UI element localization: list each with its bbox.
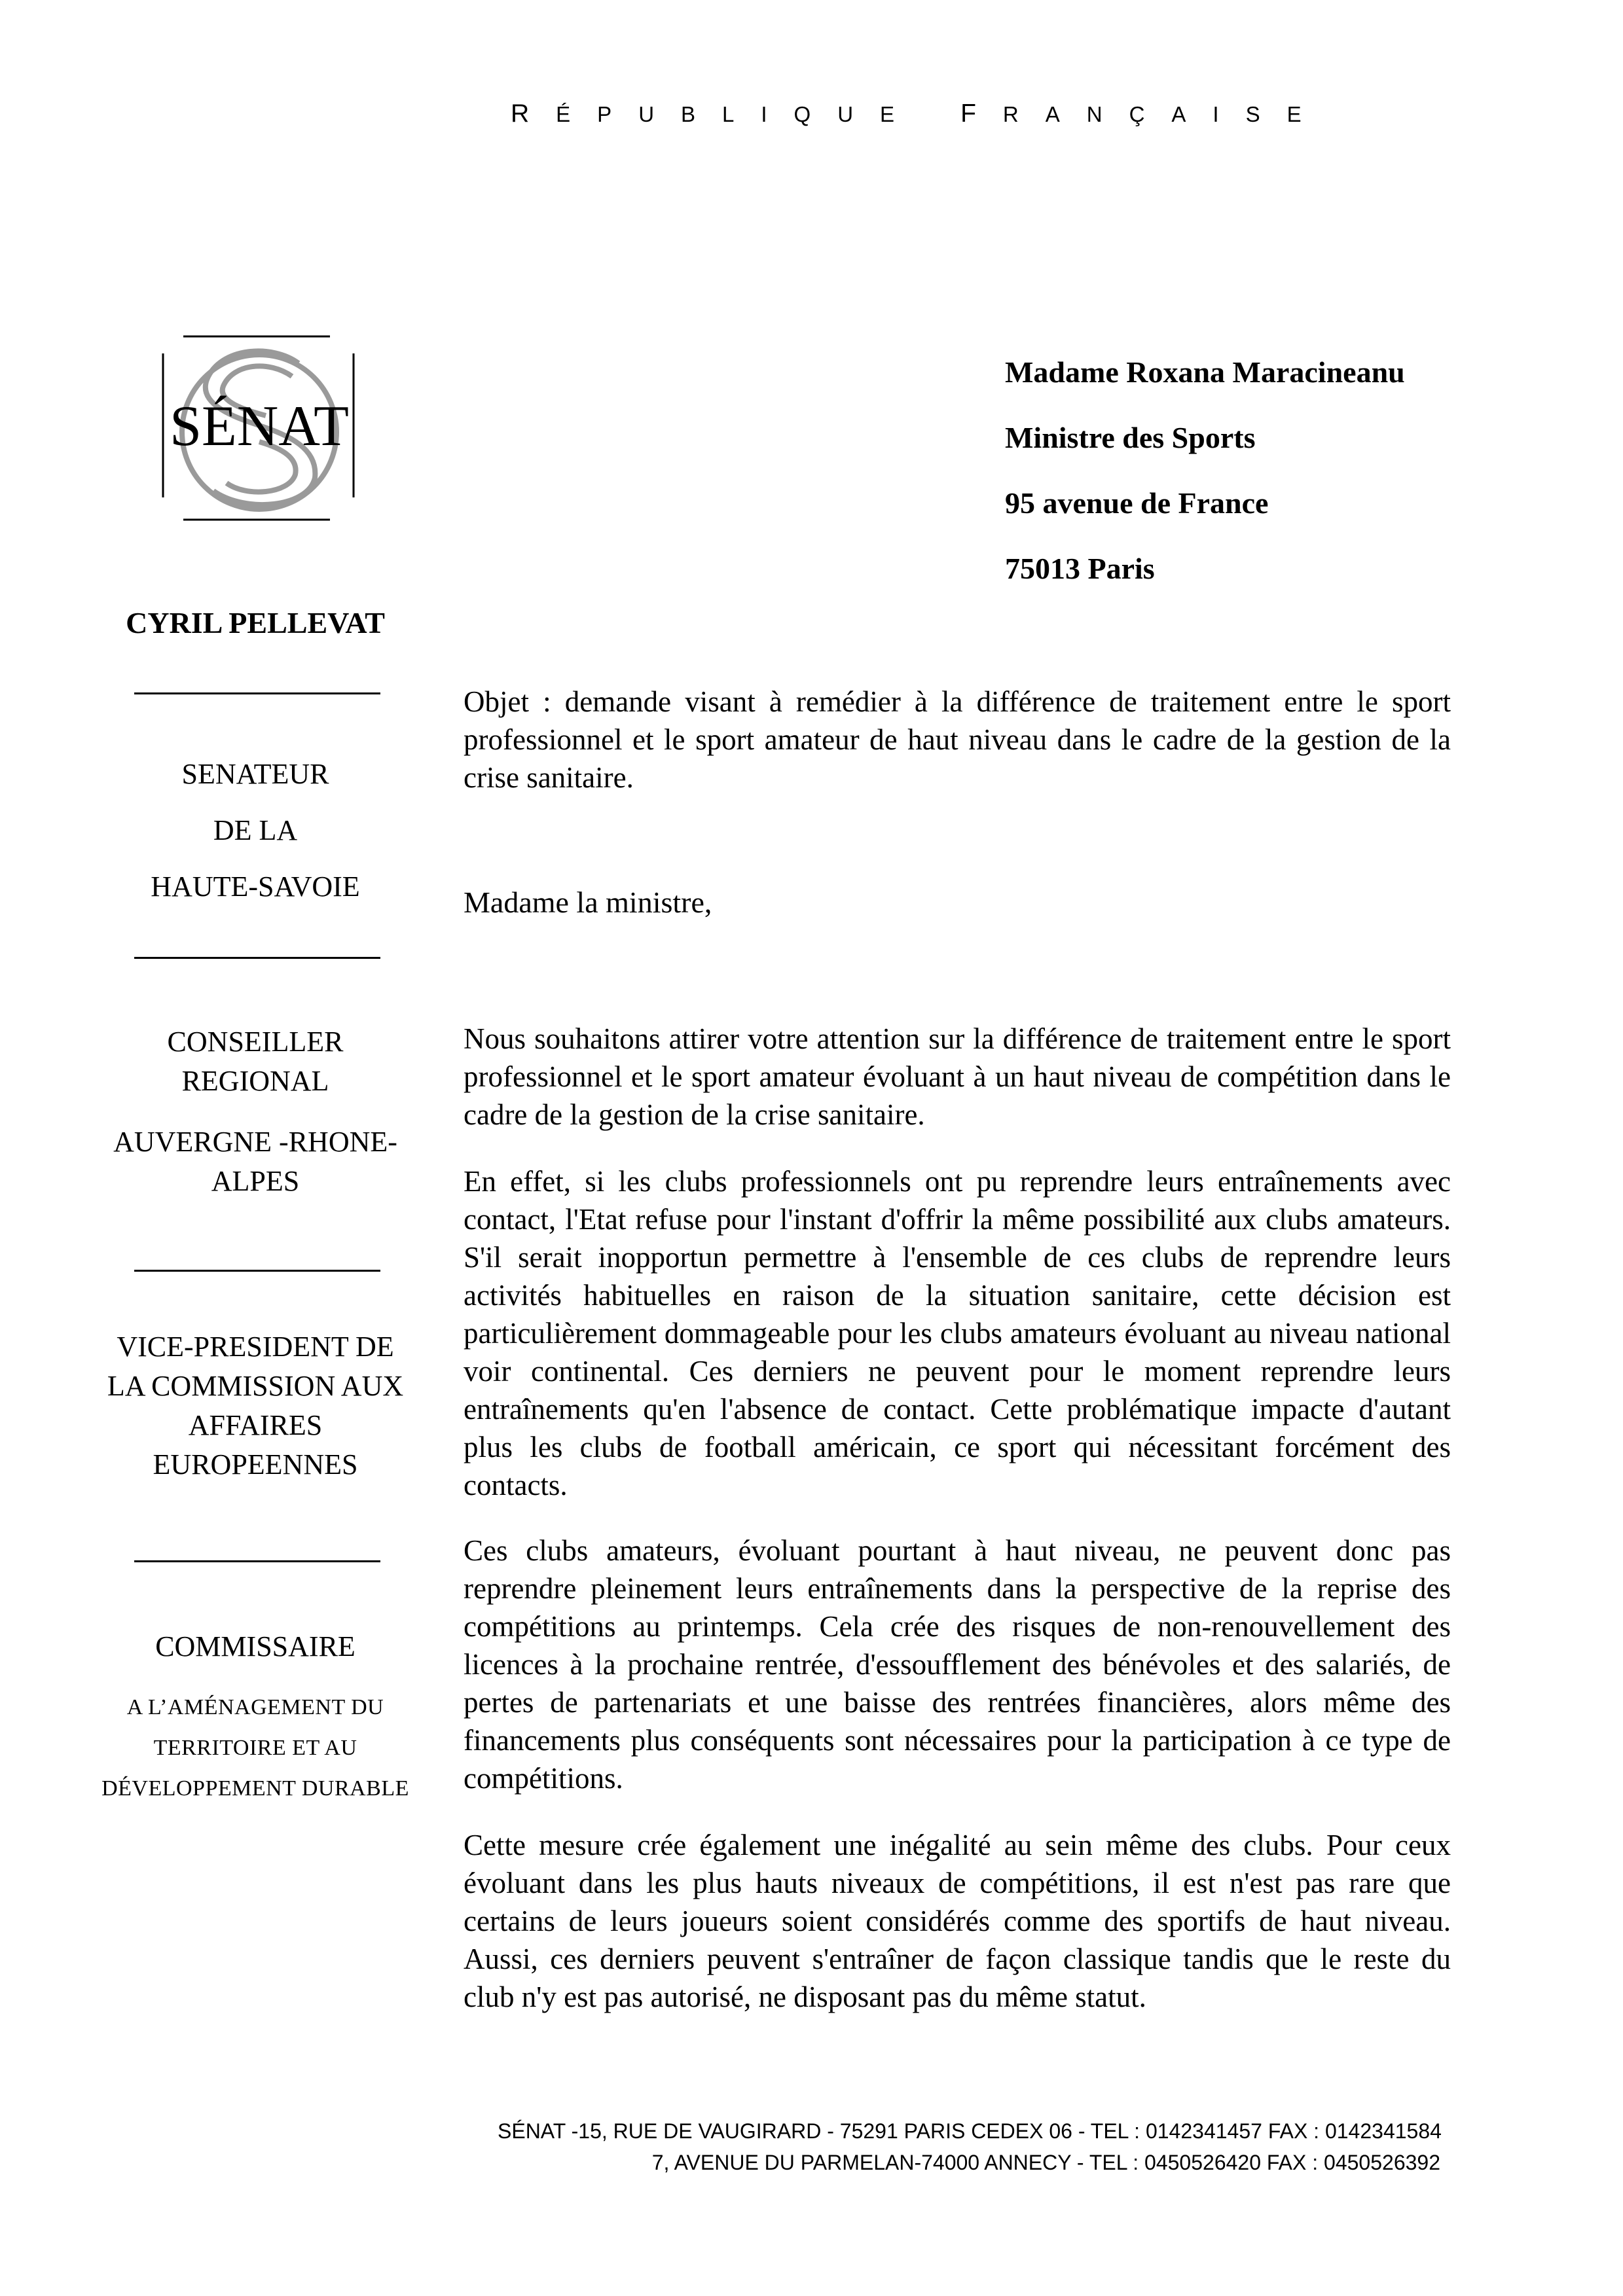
role-senator bbox=[85, 746, 426, 915]
paragraph: Ces clubs amateurs, évoluant pourtant à haut niveau, ne peuvent donc pas reprendre pleinement leurs entraînements dans la perspective de la reprise des compétitions au printemps. Cela crée des risques de non-renouvellement des licences à la prochaine rentrée, d'essoufflement des bénévoles et des salariés, de pertes de partenariats et une baisse des rentrées financières, alors même des financements plus conséquents sont nécessaires pour la participation à ce type de compétitions. bbox=[464, 1534, 1451, 1795]
recipient-name: Madame Roxana Maracineanu bbox=[1005, 355, 1405, 389]
divider bbox=[134, 1270, 380, 1272]
role-regional-line: CONSEILLER bbox=[167, 1026, 344, 1058]
divider bbox=[134, 957, 380, 959]
paragraph: En effet, si les clubs professionnels ont pu reprendre leurs entraînements avec contact, l'Etat refuse pour l'instant d'offrir la même possibilité aux clubs amateurs. S'il serait inopportun permettre à l'ensemble de ces clubs de reprendre leurs activités habituelles en raison de la situation sanitaire, cette décision est particulièrement dommageable pour les clubs amateurs évoluant au niveau national voir continental. Ces derniers ne peuvent pour le moment reprendre leurs entraînements qu'en l'absence de contact. Cette problématique impacte d'autant plus les clubs de football américain, ce sport qui nécessitant forcément des contacts. bbox=[464, 1165, 1451, 1501]
role-commissaire-line: A L’AMÉNAGEMENT DU bbox=[126, 1695, 384, 1719]
role-vp-line: VICE-PRESIDENT DE bbox=[117, 1331, 394, 1363]
role-vp-line: EUROPEENNES bbox=[153, 1448, 358, 1480]
role-regional-line: REGIONAL bbox=[181, 1065, 329, 1097]
header-initial-f: F bbox=[960, 99, 1003, 128]
senat-logo bbox=[161, 334, 357, 524]
role-region-line: ALPES bbox=[211, 1165, 300, 1197]
header-word-1: ÉPUBLIQUE bbox=[556, 102, 922, 126]
paragraph: Nous souhaitons attirer votre attention sur la différence de traitement entre le sport professionnel et le sport amateur évoluant à un haut niveau de compétition dans le cadre de la gestion de la crise sanitaire. bbox=[464, 1022, 1451, 1131]
role-senator-line: DE LA bbox=[213, 814, 298, 846]
recipient-city: 75013 Paris bbox=[1005, 552, 1155, 585]
paragraph: Cette mesure crée également une inégalité au sein même des clubs. Pour ceux évoluant dans les plus hauts niveaux de compétitions, il est n'est pas rare que certains de leurs joueurs soient considérés comme des sportifs de haut niveau. Aussi, ces derniers peuvent s'entraîner de façon classique tandis que le reste du club n'y est pas autorisé, ne disposant pas du même statut. bbox=[464, 1829, 1451, 2013]
salutation: Madame la ministre, bbox=[464, 886, 712, 919]
footer-address-annecy: 7, AVENUE DU PARMELAN-74000 ANNECY - TEL : 0450526420 FAX : 0450526392 bbox=[651, 2151, 1440, 2174]
role-senator-line: SENATEUR bbox=[181, 758, 329, 790]
role-region-line: AUVERGNE -RHONE- bbox=[113, 1126, 397, 1158]
role-commissaire-line: TERRITOIRE ET AU bbox=[153, 1736, 357, 1760]
republique-francaise-header bbox=[511, 99, 1467, 128]
divider bbox=[134, 692, 380, 694]
recipient-title: Ministre des Sports bbox=[1005, 421, 1256, 454]
recipient-street: 95 avenue de France bbox=[1005, 486, 1269, 520]
role-regional-title bbox=[85, 1022, 426, 1101]
role-commissaire: COMMISSAIRE bbox=[155, 1630, 356, 1662]
role-vp-line: LA COMMISSION AUX bbox=[107, 1370, 404, 1402]
role-vp-line: AFFAIRES bbox=[188, 1409, 323, 1441]
sender-name: CYRIL PELLEVAT bbox=[126, 606, 385, 639]
role-senator-line: HAUTE-SAVOIE bbox=[151, 870, 360, 903]
footer-address-paris: SÉNAT -15, RUE DE VAUGIRARD - 75291 PARIS CEDEX 06 - TEL : 0142341457 FAX : 0142341584 bbox=[498, 2119, 1442, 2143]
role-regional-region bbox=[85, 1122, 426, 1201]
role-commissaire-detail bbox=[85, 1687, 426, 1809]
header-word-2: RANÇAISE bbox=[1002, 102, 1328, 126]
role-commissaire-line: DÉVELOPPEMENT DURABLE bbox=[101, 1776, 409, 1801]
role-vice-president bbox=[85, 1327, 426, 1484]
header-initial-r: R bbox=[511, 99, 556, 128]
letter-subject: Objet : demande visant à remédier à la différence de traitement entre le sport professionnel et le sport amateur de haut niveau dans le cadre de la gestion de la crise sanitaire. bbox=[464, 685, 1451, 794]
divider bbox=[134, 1560, 380, 1562]
senat-logo-text: SÉNAT bbox=[170, 395, 349, 458]
